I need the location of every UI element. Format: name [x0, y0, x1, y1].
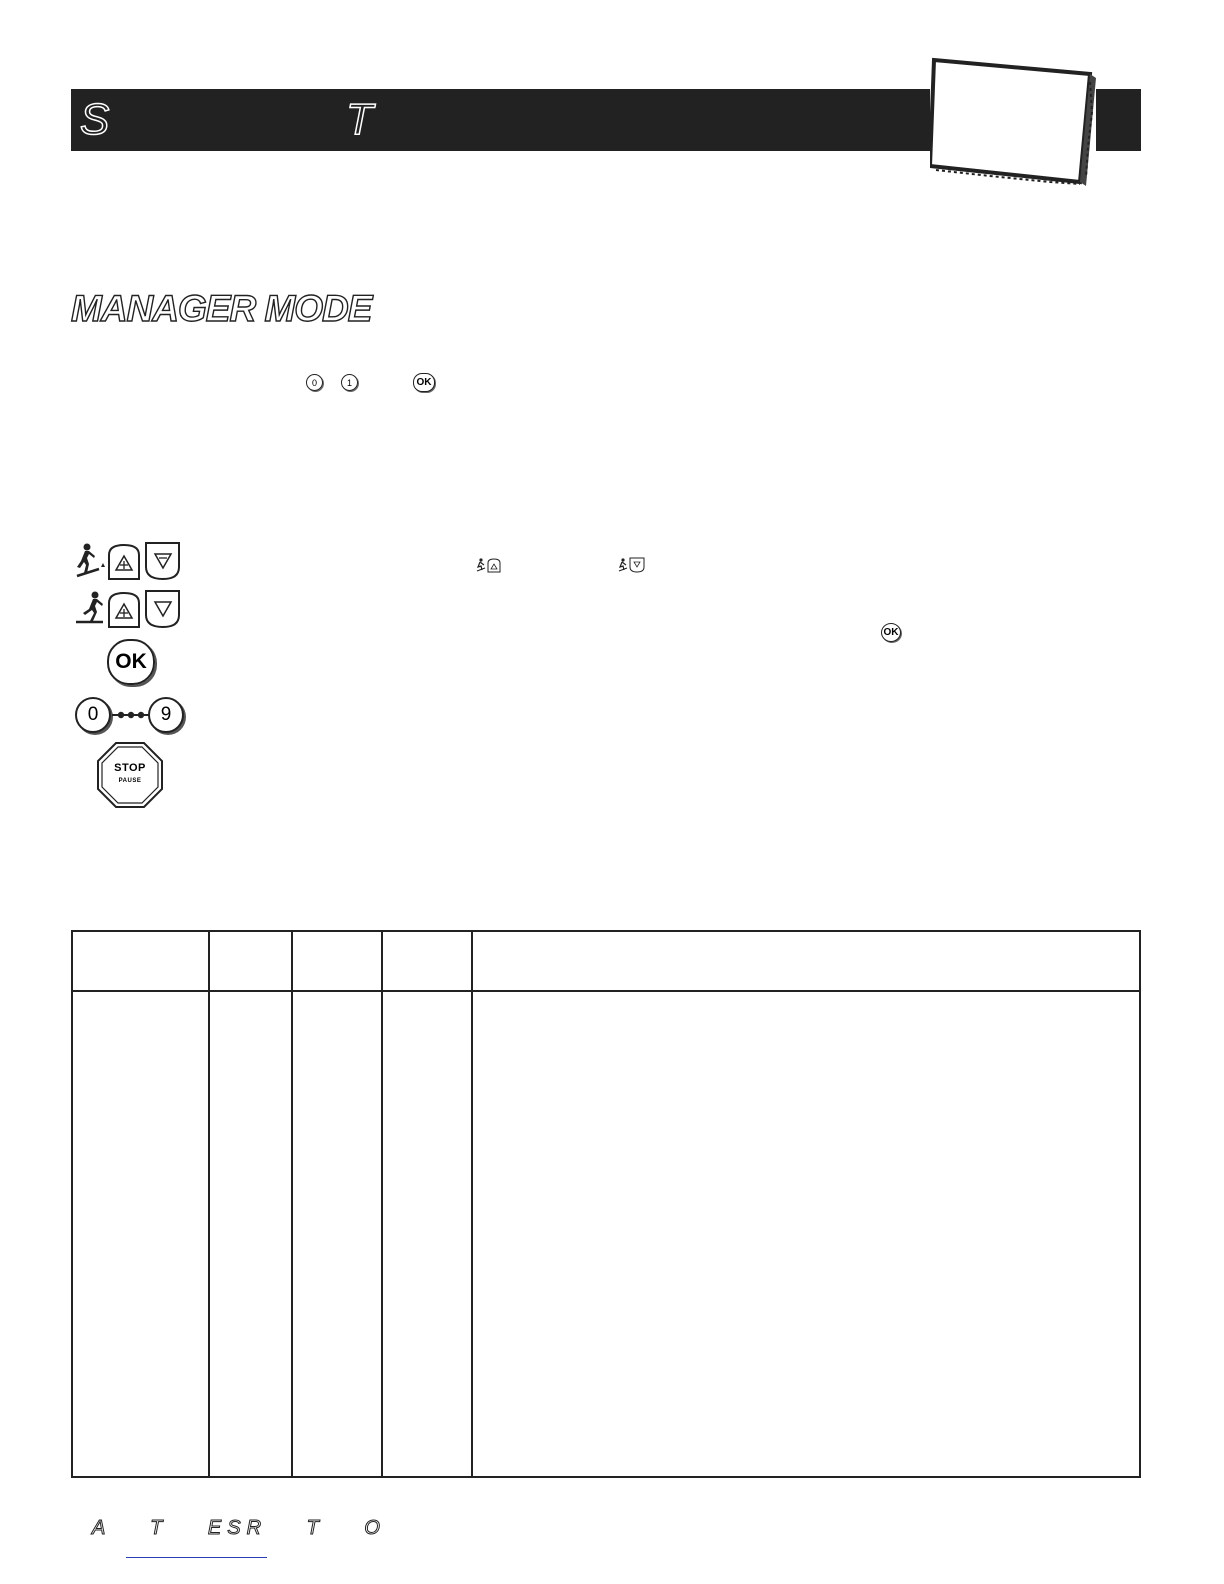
table-column-divider [381, 932, 383, 1476]
section-title: MANAGER MODE [71, 288, 372, 329]
incline-up-inline-icon [476, 557, 502, 573]
table-header-cell [293, 932, 381, 990]
ok-key-inline-2: OK [881, 623, 901, 642]
table-header-divider [73, 990, 1139, 992]
table-header-cell [210, 932, 291, 990]
pause-label: PAUSE [118, 778, 142, 784]
key-0-inline: 0 [306, 374, 323, 391]
notebook-paper-icon [930, 52, 1096, 186]
incline-down-inline-icon [618, 557, 646, 573]
settings-table [71, 930, 1141, 1478]
stop-pause-key-icon [96, 741, 164, 809]
key-1-inline: 1 [341, 374, 358, 391]
incline-keys-icon [73, 541, 185, 581]
table-column-divider [291, 932, 293, 1476]
stop-label: STOP [114, 762, 146, 774]
ok-key-inline: OK [413, 373, 435, 392]
ellipsis-dots-icon [112, 708, 150, 722]
table-column-divider [208, 932, 210, 1476]
speed-keys-icon [73, 589, 185, 629]
table-column-divider [471, 932, 473, 1476]
table-header-cell [383, 932, 471, 990]
header-letter-t: T [346, 95, 373, 144]
table-header-cell [473, 932, 1139, 990]
table-header-cell [73, 932, 208, 990]
number-key-9: 9 [148, 697, 184, 733]
ok-key: OK [107, 639, 155, 685]
header-letter-s: S [80, 95, 110, 144]
number-key-0: 0 [75, 697, 111, 733]
footer-text: A T ESR T O [92, 1517, 386, 1539]
footer-link-underline[interactable] [126, 1557, 267, 1558]
